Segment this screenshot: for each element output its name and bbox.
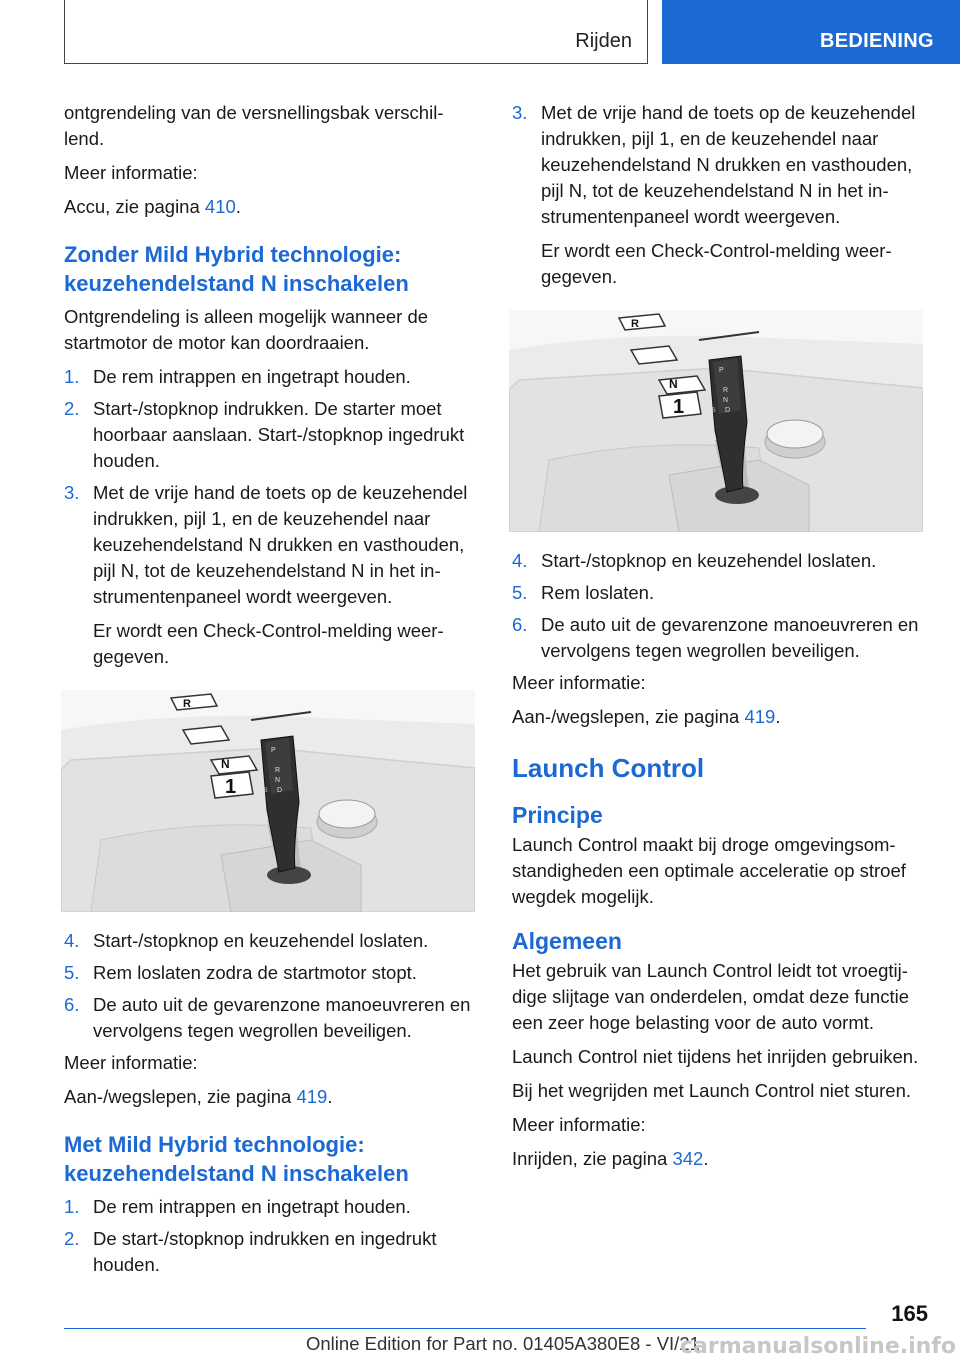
step-text: De rem intrappen en ingetrapt houden. (93, 366, 411, 387)
footer-edition-text: Online Edition for Part no. 01405A380E8 - VI/21 (306, 1333, 700, 1354)
left-column (64, 100, 476, 1284)
reference-end: . (775, 706, 781, 727)
lever-label-n: N (723, 397, 729, 404)
reference-text: Aan-/wegslepen, zie pagina (64, 1086, 297, 1107)
step-text: Met de vrije hand de toets op de keuzehendel indrukken, pijl 1, en de keuzehendel naar keuzehendelstand N drukken en vasthouden, pijl N, tot de keuzehendelstand N in het instrumentenpaneel wordt weergeven. (541, 102, 916, 227)
chapter-label: BEDIENING (820, 30, 934, 52)
step-number: 3. (512, 102, 528, 123)
more-info-label: Meer informatie: (512, 1114, 646, 1135)
more-info-label: Meer informatie: (64, 162, 198, 183)
watermark-logo: carmanualsonline.info (680, 1334, 956, 1359)
lever-label-n: N (275, 777, 281, 784)
steps-list-continued (64, 928, 476, 1044)
step-text: Start-/stopknop indrukken. De starter moet hoorbaar aanslaan. Start-/stopknop ingedrukt houden. (93, 398, 465, 471)
step-text: De auto uit de gevarenzone manoeuvreren en vervolgens tegen wegrollen beveiligen. (541, 614, 919, 661)
step-number: 2. (64, 1228, 80, 1249)
arrow-label-n: N (669, 377, 678, 391)
reference-text: Aan-/wegslepen, zie pagina (512, 706, 745, 727)
page-reference (512, 1146, 924, 1172)
step-text: Rem loslaten zodra de startmotor stopt. (93, 962, 417, 983)
steps-list-mild-hybrid-cont (512, 100, 924, 290)
reference-text: Accu, zie pagina (64, 196, 205, 217)
arrow-label-1: 1 (673, 396, 685, 418)
right-column (512, 100, 924, 1180)
subsection-title-principe: Principe (512, 802, 603, 828)
footer-divider (64, 1328, 866, 1329)
lever-label-d: D (277, 787, 283, 794)
reference-end: . (703, 1148, 709, 1169)
lever-label-p: P (719, 367, 724, 374)
step-text: Met de vrije hand de toets op de keuzehendel indrukken, pijl 1, en de keuzehendel naar keuzehendelstand N drukken en vasthouden, pijl N, tot de keuzehendelstand N in het instrumentenpaneel wordt weergeven. (93, 482, 468, 607)
step-text: De auto uit de gevarenzone manoeuvreren en vervolgens tegen wegrollen beveiligen. (93, 994, 471, 1041)
step-number: 1. (64, 1196, 80, 1217)
more-info-label: Meer informatie: (64, 1052, 198, 1073)
lever-label-r: R (723, 387, 729, 394)
intro-paragraph: ontgrendeling van de versnellingsbak verschillend. (64, 102, 444, 149)
arrow-label-1: 1 (225, 776, 237, 798)
page-number: 165 (891, 1301, 928, 1326)
list-item (512, 548, 924, 574)
list-item (64, 992, 476, 1044)
step-number: 2. (64, 398, 80, 419)
list-item (64, 480, 476, 670)
step-note: Er wordt een Check-Control-melding weergegeven. (93, 620, 444, 667)
principe-paragraph: Launch Control maakt bij droge omgevingsomstandigheden een optimale acceleratie op stroef wegdek mogelijk. (512, 834, 906, 907)
step-number: 5. (64, 962, 80, 983)
header-chapter-tab (662, 0, 960, 64)
page-link-419[interactable]: 419 (744, 706, 776, 727)
step-number: 1. (64, 366, 80, 387)
gear-selector-illustration (61, 690, 475, 912)
step-number: 6. (512, 614, 528, 635)
step-text: De start-/stopknop indrukken en ingedrukt houden. (93, 1228, 437, 1275)
section-title-launch-control: Launch Control (512, 753, 705, 783)
list-item (512, 580, 924, 606)
list-item (64, 396, 476, 474)
steps-list-right-continued (512, 548, 924, 664)
arrow-label-n: N (221, 757, 230, 771)
step-text: Rem loslaten. (541, 582, 655, 603)
section-title-without-mild-hybrid: Zonder Mild Hybrid technologie: keuzehendelstand N inschakelen (64, 242, 409, 296)
lever-label-p: P (271, 747, 276, 754)
step-text: Start-/stopknop en keuzehendel loslaten. (93, 930, 429, 951)
reference-end: . (327, 1086, 333, 1107)
gear-selector-illustration-2 (509, 310, 923, 532)
page-link-410[interactable]: 410 (204, 196, 236, 217)
lever-label-ms: M/S (705, 408, 716, 414)
list-item (64, 960, 476, 986)
steps-list-mild-hybrid (64, 1194, 476, 1278)
page-reference (64, 1084, 476, 1110)
gear-selector-drawing-2 (509, 310, 923, 532)
section-title-with-mild-hybrid: Met Mild Hybrid technologie: keuzehendelstand N inschakelen (64, 1132, 409, 1186)
step-text: Start-/stopknop en keuzehendel loslaten. (541, 550, 877, 571)
reference-text: Inrijden, zie pagina (512, 1148, 673, 1169)
step-number: 4. (512, 550, 528, 571)
subsection-title-algemeen: Algemeen (512, 928, 622, 954)
list-item (64, 1194, 476, 1220)
step-note: Er wordt een Check-Control-melding weergegeven. (541, 240, 892, 287)
section-intro: Ontgrendeling is alleen mogelijk wanneer de startmotor de motor kan doordraaien. (64, 306, 429, 353)
lever-label-ms: M/S (257, 788, 268, 794)
list-item (512, 100, 924, 290)
step-number: 6. (64, 994, 80, 1015)
reference-end: . (235, 196, 241, 217)
list-item (64, 1226, 476, 1278)
arrow-label-r: R (631, 318, 639, 330)
page-link-419[interactable]: 419 (296, 1086, 328, 1107)
arrow-label-r: R (183, 698, 191, 710)
steps-list (64, 364, 476, 670)
gear-selector-drawing (61, 690, 475, 912)
more-info-label: Meer informatie: (512, 672, 646, 693)
page-reference (512, 704, 924, 730)
algemeen-paragraph-2: Launch Control niet tijdens het inrijden gebruiken. (512, 1046, 919, 1067)
step-number: 3. (64, 482, 80, 503)
step-number: 4. (64, 930, 80, 951)
algemeen-paragraph-1: Het gebruik van Launch Control leidt tot vroegtijdige slijtage van onderdelen, omdat deze functie een zeer hoge belasting voor de auto vormt. (512, 960, 909, 1033)
list-item (512, 612, 924, 664)
lever-label-d: D (725, 407, 731, 414)
list-item (64, 928, 476, 954)
algemeen-paragraph-3: Bij het wegrijden met Launch Control niet sturen. (512, 1080, 911, 1101)
step-text: De rem intrappen en ingetrapt houden. (93, 1196, 411, 1217)
list-item (64, 364, 476, 390)
page-link-342[interactable]: 342 (672, 1148, 704, 1169)
step-number: 5. (512, 582, 528, 603)
lever-label-r: R (275, 767, 281, 774)
page-reference (64, 194, 476, 220)
header-frame (64, 0, 648, 64)
header-section-title: Rijden (575, 30, 632, 52)
